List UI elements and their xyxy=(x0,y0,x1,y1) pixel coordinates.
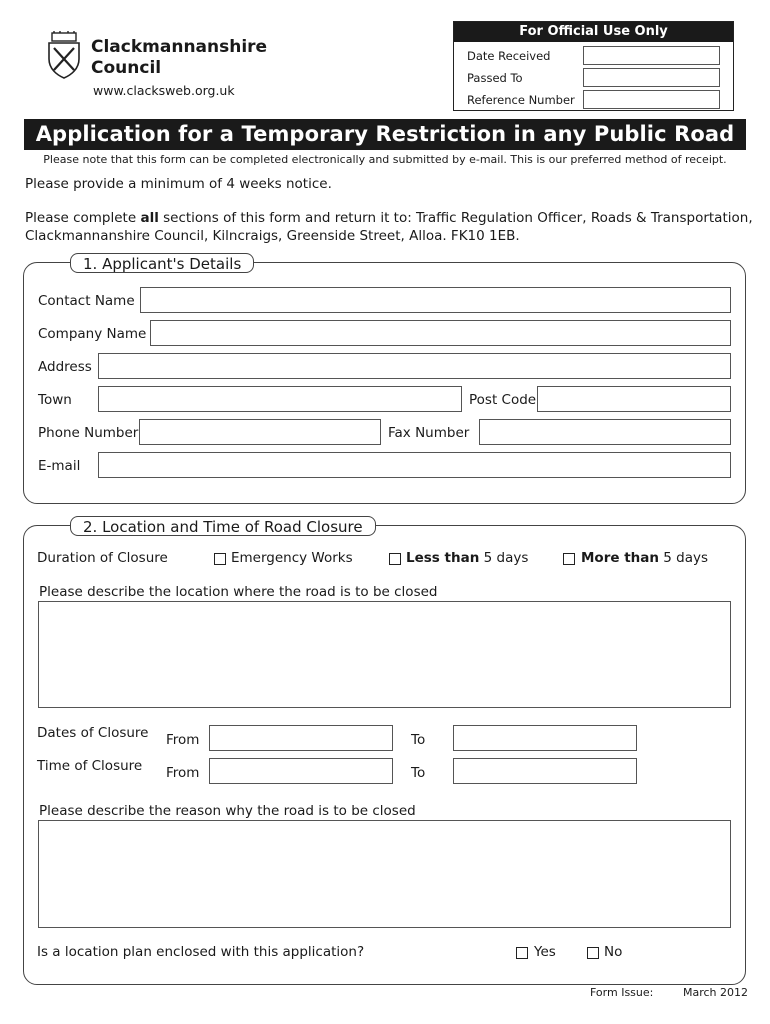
reference-number-field[interactable] xyxy=(583,90,720,109)
location-prompt: Please describe the location where the road is to be closed xyxy=(39,584,438,600)
reason-description-field[interactable] xyxy=(38,820,731,928)
post-code-field[interactable] xyxy=(537,386,731,412)
dates-to-field[interactable] xyxy=(453,725,637,751)
post-code-label: Post Code xyxy=(469,392,537,408)
more-than-5-days-checkbox[interactable] xyxy=(563,553,575,565)
address-label: Address xyxy=(38,359,92,375)
form-issue-date: March 2012 xyxy=(683,986,749,999)
time-of-closure-label: Time of Closure xyxy=(37,758,143,774)
form-issue-label: Form Issue: xyxy=(590,986,654,999)
less-than-rest: 5 days xyxy=(479,550,529,566)
reference-number-label: Reference Number xyxy=(467,93,575,107)
date-received-field[interactable] xyxy=(583,46,720,65)
email-field[interactable] xyxy=(98,452,731,478)
time-from-field[interactable] xyxy=(209,758,393,784)
location-time-title: 2. Location and Time of Road Closure xyxy=(70,516,376,536)
more-than-bold: More than xyxy=(581,550,660,566)
passed-to-field[interactable] xyxy=(583,68,720,87)
location-plan-question: Is a location plan enclosed with this application? xyxy=(37,944,365,960)
form-title: Application for a Temporary Restriction in any Public Road xyxy=(24,119,746,150)
plan-no-label: No xyxy=(604,944,623,960)
passed-to-label: Passed To xyxy=(467,71,523,85)
town-field[interactable] xyxy=(98,386,462,412)
less-than-5-days-checkbox[interactable] xyxy=(389,553,401,565)
instructions-part2: sections of this form and return it to: Traffic Regulation Officer, Roads & Transportation, xyxy=(158,210,753,226)
emergency-works-checkbox[interactable] xyxy=(214,553,226,565)
dates-from-label: From xyxy=(166,732,200,748)
phone-number-label: Phone Number xyxy=(38,425,139,441)
company-name-field[interactable] xyxy=(150,320,731,346)
notice-text: Please provide a minimum of 4 weeks notice. xyxy=(25,176,332,192)
address-field[interactable] xyxy=(98,353,731,379)
dates-of-closure-label: Dates of Closure xyxy=(37,725,149,741)
time-to-label: To xyxy=(411,765,426,781)
council-name-line1: Clackmannanshire xyxy=(91,37,268,57)
official-use-heading: For Official Use Only xyxy=(454,22,733,42)
town-label: Town xyxy=(38,392,72,408)
more-than-rest: 5 days xyxy=(659,550,709,566)
applicant-details-title: 1. Applicant's Details xyxy=(70,253,254,273)
council-website: www.clacksweb.org.uk xyxy=(93,83,235,98)
contact-name-label: Contact Name xyxy=(38,293,135,309)
dates-from-field[interactable] xyxy=(209,725,393,751)
council-name-line2: Council xyxy=(91,58,162,78)
official-use-box xyxy=(453,21,734,111)
instructions-line2: Clackmannanshire Council, Kilncraigs, Greenside Street, Alloa. FK10 1EB. xyxy=(25,228,520,244)
emergency-works-label: Emergency Works xyxy=(231,550,353,566)
less-than-bold: Less than xyxy=(406,550,480,566)
email-label: E-mail xyxy=(38,458,81,474)
duration-label: Duration of Closure xyxy=(37,550,168,566)
council-crest-icon xyxy=(46,31,82,79)
contact-name-field[interactable] xyxy=(140,287,731,313)
reason-prompt: Please describe the reason why the road is to be closed xyxy=(39,803,416,819)
plan-yes-label: Yes xyxy=(534,944,556,960)
time-from-label: From xyxy=(166,765,200,781)
location-description-field[interactable] xyxy=(38,601,731,708)
fax-number-field[interactable] xyxy=(479,419,731,445)
date-received-label: Date Received xyxy=(467,49,551,63)
fax-number-label: Fax Number xyxy=(388,425,470,441)
instructions-bold: all xyxy=(140,210,159,226)
plan-no-checkbox[interactable] xyxy=(587,947,599,959)
plan-yes-checkbox[interactable] xyxy=(516,947,528,959)
less-than-5-days-label xyxy=(406,550,528,566)
instructions-part1: Please complete xyxy=(25,210,141,226)
dates-to-label: To xyxy=(411,732,426,748)
submission-note: Please note that this form can be completed electronically and submitted by e-mail. This is our preferred method of receipt. xyxy=(43,153,727,166)
time-to-field[interactable] xyxy=(453,758,637,784)
more-than-5-days-label xyxy=(581,550,708,566)
phone-number-field[interactable] xyxy=(139,419,381,445)
instructions-text xyxy=(25,210,753,226)
company-name-label: Company Name xyxy=(38,326,147,342)
